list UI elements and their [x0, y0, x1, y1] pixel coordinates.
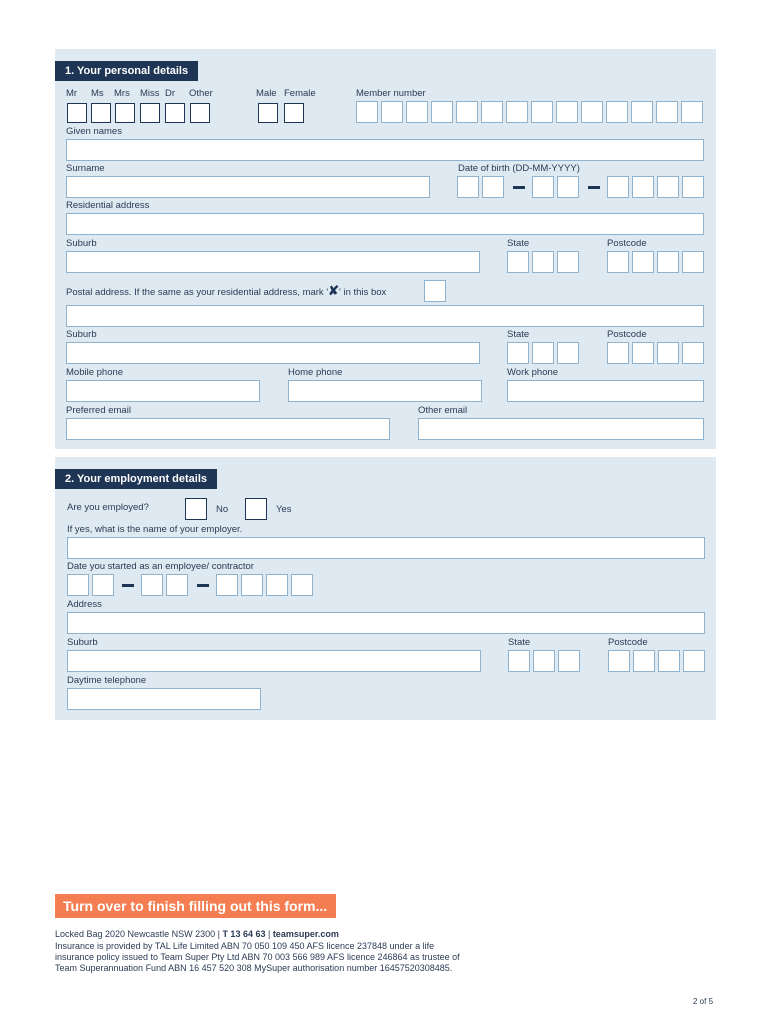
footer-phone: T 13 64 63 [222, 929, 266, 939]
footer-address: Locked Bag 2020 Newcastle NSW 2300 | [55, 929, 223, 939]
employed-yes-checkbox[interactable] [245, 498, 267, 520]
footer-line-4: Team Superannuation Fund ABN 16 457 520 308 MySuper authorisation number 16457520308485. [55, 963, 453, 973]
suburb-field[interactable] [66, 251, 480, 273]
home-phone-field[interactable] [288, 380, 482, 402]
title-other-label: Other [189, 88, 213, 99]
work-phone-label: Work phone [507, 367, 559, 378]
surname-field[interactable] [66, 176, 430, 198]
state-label: State [507, 238, 530, 249]
gender-female-checkbox[interactable] [284, 103, 304, 123]
title-ms-checkbox[interactable] [91, 103, 111, 123]
home-phone-label: Home phone [288, 367, 343, 378]
mobile-phone-label: Mobile phone [66, 367, 124, 378]
postal-postcode-label: Postcode [607, 329, 647, 340]
postal-suburb-field[interactable] [66, 342, 480, 364]
postcode-label: Postcode [607, 238, 647, 249]
title-ms-label: Ms [91, 88, 104, 99]
title-dr-label: Dr [165, 88, 176, 99]
residential-address-field[interactable] [66, 213, 704, 235]
date-started-label: Date you started as an employee/ contractor [67, 561, 254, 572]
member-number-label: Member number [356, 88, 426, 99]
given-names-label: Given names [66, 126, 122, 137]
postal-state-label: State [507, 329, 530, 340]
title-other-checkbox[interactable] [190, 103, 210, 123]
work-phone-field[interactable] [507, 380, 704, 402]
title-mr-label: Mr [66, 88, 78, 99]
title-miss-checkbox[interactable] [140, 103, 160, 123]
employed-no-checkbox[interactable] [185, 498, 207, 520]
daytime-telephone-field[interactable] [67, 688, 261, 710]
dob-label: Date of birth (DD-MM-YYYY) [458, 163, 580, 174]
turn-over-banner: Turn over to finish filling out this form... [55, 894, 336, 918]
footer-line-2: Insurance is provided by TAL Life Limited ABN 70 050 109 450 AFS licence 237848 under a life [55, 941, 435, 951]
daytime-telephone-label: Daytime telephone [67, 675, 147, 686]
mobile-phone-field[interactable] [66, 380, 260, 402]
section1-title: 1. Your personal details [55, 61, 198, 81]
postal-same-checkbox[interactable] [424, 280, 446, 302]
employer-name-field[interactable] [67, 537, 705, 559]
suburb-label: Suburb [66, 238, 97, 249]
employed-question: Are you employed? [67, 502, 149, 513]
title-miss-label: Miss [140, 88, 160, 99]
postal-suffix: ' in this box [339, 287, 387, 298]
page-number: 2 of 5 [693, 997, 714, 1006]
surname-label: Surname [66, 163, 105, 174]
cross-mark-icon: ✘ [328, 283, 340, 298]
postal-address-field[interactable] [66, 305, 704, 327]
title-dr-checkbox[interactable] [165, 103, 185, 123]
footer-line-1 [55, 929, 339, 940]
residential-address-label: Residential address [66, 200, 150, 211]
employer-address-field[interactable] [67, 612, 705, 634]
footer-website[interactable]: teamsuper.com [272, 929, 339, 939]
section2-title: 2. Your employment details [55, 469, 217, 489]
employer-address-label: Address [67, 599, 102, 610]
other-email-field[interactable] [418, 418, 704, 440]
title-mr-checkbox[interactable] [67, 103, 87, 123]
employer-name-label: If yes, what is the name of your employer. [67, 524, 243, 535]
preferred-email-field[interactable] [66, 418, 390, 440]
postal-suburb-label: Suburb [66, 329, 97, 340]
given-names-field[interactable] [66, 139, 704, 161]
employed-yes-label: Yes [276, 504, 292, 515]
gender-female-label: Female [284, 88, 316, 99]
gender-male-label: Male [256, 88, 277, 99]
preferred-email-label: Preferred email [66, 405, 131, 416]
employer-state-label: State [508, 637, 531, 648]
employer-suburb-label: Suburb [67, 637, 98, 648]
title-mrs-label: Mrs [114, 88, 130, 99]
footer-line-3: insurance policy issued to Team Super Pty Ltd ABN 70 003 566 989 AFS licence 246864 as trustee of [55, 952, 460, 962]
postal-address-label [66, 285, 386, 299]
postal-prefix: Postal address. If the same as your residential address, mark ' [66, 287, 329, 298]
employer-suburb-field[interactable] [67, 650, 481, 672]
footer-sep: | [265, 929, 273, 939]
employed-no-label: No [216, 504, 229, 515]
employer-postcode-label: Postcode [608, 637, 648, 648]
gender-male-checkbox[interactable] [258, 103, 278, 123]
title-mrs-checkbox[interactable] [115, 103, 135, 123]
other-email-label: Other email [418, 405, 468, 416]
